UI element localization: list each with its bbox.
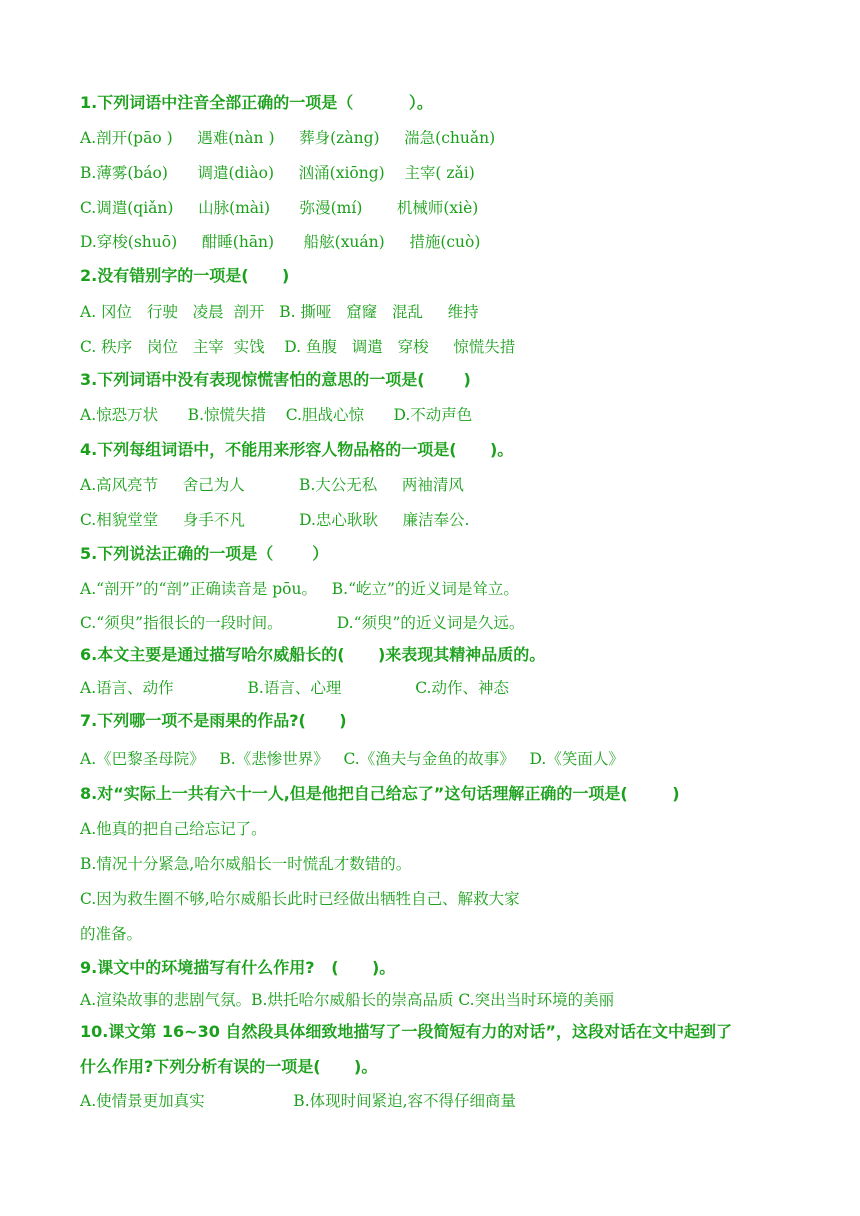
option-line: A. 冈位 行驶 凌晨 剖开 B. 撕哑 窟窿 混乱 维持 xyxy=(80,303,479,321)
option-line: B.薄雾(báo) 调遣(diào) 汹涌(xiōng) 主宰( zǎi) xyxy=(80,164,475,182)
question-line: 什么作用?下列分析有误的一项是( )。 xyxy=(80,1057,378,1076)
option-line: A.高风亮节 舍己为人 B.大公无私 两袖清风 xyxy=(80,476,464,494)
option-line: D.穿梭(shuō) 酣睡(hān) 船舷(xuán) 措施(cuò) xyxy=(80,233,481,251)
option-line: A.“剖开”的“剖”正确读音是 pōu。 B.“屹立”的近义词是耸立。 xyxy=(80,580,519,598)
question-line: 10.课文第 16~30 自然段具体细致地描写了一段简短有力的对话”，这段对话在文中起到了 xyxy=(80,1022,732,1041)
option-line: C.相貌堂堂 身手不凡 D.忠心耿耿 廉洁奉公. xyxy=(80,511,470,529)
option-line: C.调遣(qiǎn) 山脉(mài) 弥漫(mí) 机械师(xiè) xyxy=(80,199,479,217)
option-line: C. 秩序 岗位 主宰 实饯 D. 鱼腹 调遣 穿梭 惊慌失措 xyxy=(80,338,516,356)
option-line: A.他真的把自己给忘记了。 xyxy=(80,820,267,838)
question-line: 3.下列词语中没有表现惊慌害怕的意思的一项是( ) xyxy=(80,370,471,389)
option-line: B.情况十分紧急,哈尔威船长一时慌乱才数错的。 xyxy=(80,855,412,873)
option-line: A.语言、动作 B.语言、心理 C.动作、神态 xyxy=(80,679,509,697)
question-line: 7.下列哪一项不是雨果的作品?( ) xyxy=(80,711,347,730)
question-line: 6.本文主要是通过描写哈尔威船长的( )来表现其精神品质的。 xyxy=(80,645,546,664)
question-line: 2.没有错别字的一项是( ) xyxy=(80,266,290,285)
question-line: 9.课文中的环境描写有什么作用? ( )。 xyxy=(80,958,396,977)
question-line: 1.下列词语中注音全部正确的一项是（ ）。 xyxy=(80,93,433,112)
option-line: A.渲染故事的悲剧气氛。B.烘托哈尔威船长的崇高品质 C.突出当时环境的美丽 xyxy=(80,991,615,1009)
question-line: 5.下列说法正确的一项是（ ） xyxy=(80,544,329,563)
option-line: A.惊恐万状 B.惊慌失措 C.胆战心惊 D.不动声色 xyxy=(80,406,473,424)
option-line: C.因为救生圈不够,哈尔威船长此时已经做出牺牲自己、解救大家 xyxy=(80,890,520,908)
question-line: 4.下列每组词语中，不能用来形容人物品格的一项是( )。 xyxy=(80,440,514,459)
option-line: C.“须臾”指很长的一段时间。 D.“须臾”的近义词是久远。 xyxy=(80,614,525,632)
option-line: A.剖开(pāo ) 遇难(nàn ) 葬身(zàng) 湍急(chuǎn) xyxy=(80,129,496,147)
question-line: 8.对“实际上一共有六十一人,但是他把自己给忘了”这句话理解正确的一项是( ) xyxy=(80,784,680,803)
option-line: A.《巴黎圣母院》 B.《悲惨世界》 C.《渔夫与金鱼的故事》 D.《笑面人》 xyxy=(80,750,624,768)
option-line: 的准备。 xyxy=(80,925,143,943)
option-line: A.使情景更加真实 B.体现时间紧迫,容不得仔细商量 xyxy=(80,1092,517,1110)
